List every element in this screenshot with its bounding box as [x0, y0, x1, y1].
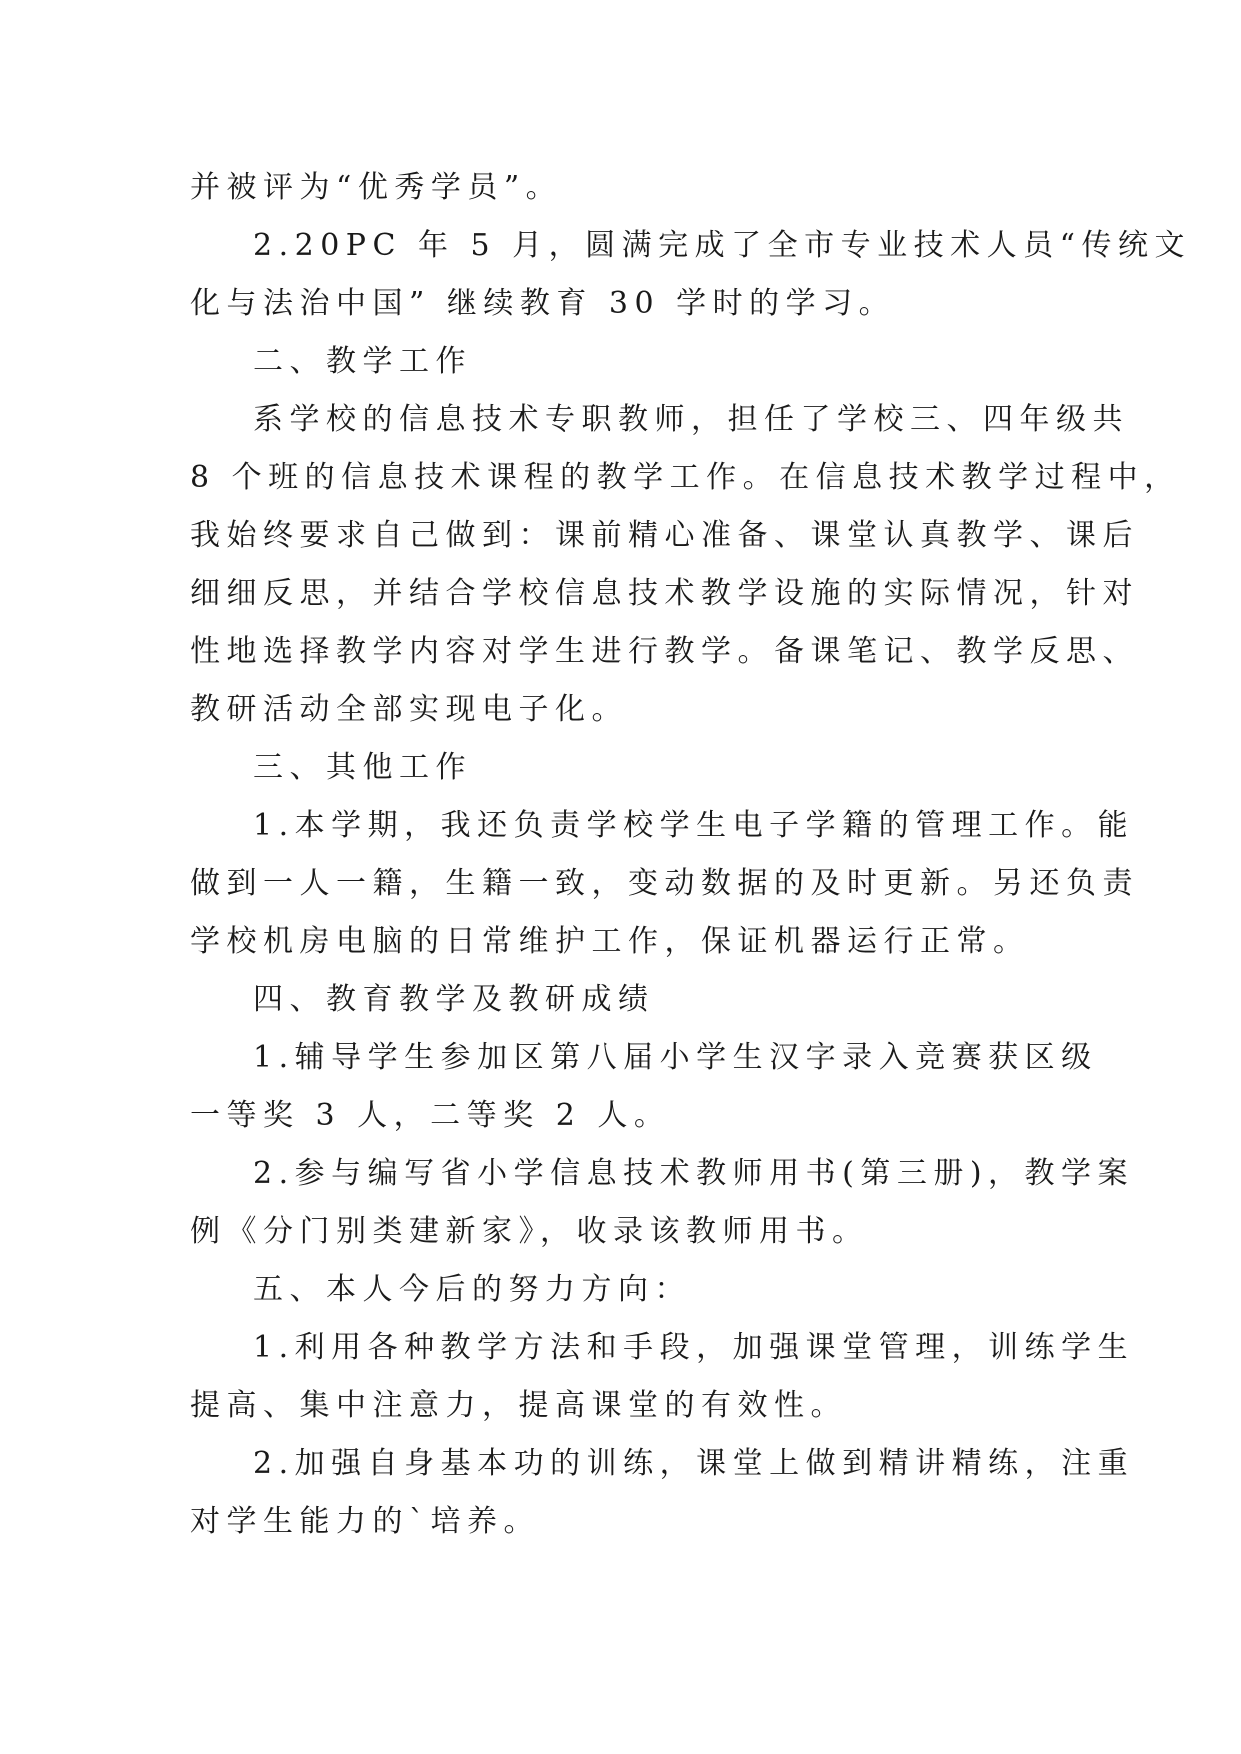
text-line: 系学校的信息技术专职教师，担任了学校三、四年级共	[253, 402, 1129, 437]
text-line: 我始终要求自己做到：课前精心准备、课堂认真教学、课后	[190, 518, 1139, 553]
text-line: 2.参与编写省小学信息技术教师用书(第三册)，教学案	[253, 1156, 1135, 1191]
text-line: 并被评为“优秀学员”。	[190, 170, 563, 205]
section-heading: 四、教育教学及教研成绩	[253, 982, 655, 1017]
text-line: 化与法治中国” 继续教育 30 学时的学习。	[190, 286, 896, 321]
section-heading: 二、教学工作	[253, 344, 472, 379]
text-line: 教研活动全部实现电子化。	[190, 692, 628, 727]
text-line: 例《分门别类建新家》，收录该教师用书。	[190, 1214, 869, 1249]
text-line: 1.辅导学生参加区第八届小学生汉字录入竞赛获区级	[253, 1040, 1098, 1075]
section-heading: 三、其他工作	[253, 750, 472, 785]
text-line: 2.加强自身基本功的训练，课堂上做到精讲精练，注重	[253, 1446, 1135, 1481]
text-line: 2.20PC 年 5 月，圆满完成了全市专业技术人员“传统文	[253, 228, 1191, 263]
text-line: 8 个班的信息技术课程的教学工作。在信息技术教学过程中，	[190, 460, 1181, 495]
text-line: 细细反思，并结合学校信息技术教学设施的实际情况，针对	[190, 576, 1139, 611]
text-line: 对学生能力的`培养。	[190, 1504, 540, 1539]
text-line: 提高、集中注意力，提高课堂的有效性。	[190, 1388, 847, 1423]
text-line: 1.本学期，我还负责学校学生电子学籍的管理工作。能	[253, 808, 1135, 843]
text-line: 一等奖 3 人，二等奖 2 人。	[190, 1098, 671, 1133]
text-line: 性地选择教学内容对学生进行教学。备课笔记、教学反思、	[190, 634, 1139, 669]
text-line: 学校机房电脑的日常维护工作，保证机器运行正常。	[190, 924, 1030, 959]
text-line: 做到一人一籍，生籍一致，变动数据的及时更新。另还负责	[190, 866, 1139, 901]
text-line: 1.利用各种教学方法和手段，加强课堂管理，训练学生	[253, 1330, 1135, 1365]
section-heading: 五、本人今后的努力方向：	[253, 1272, 691, 1307]
